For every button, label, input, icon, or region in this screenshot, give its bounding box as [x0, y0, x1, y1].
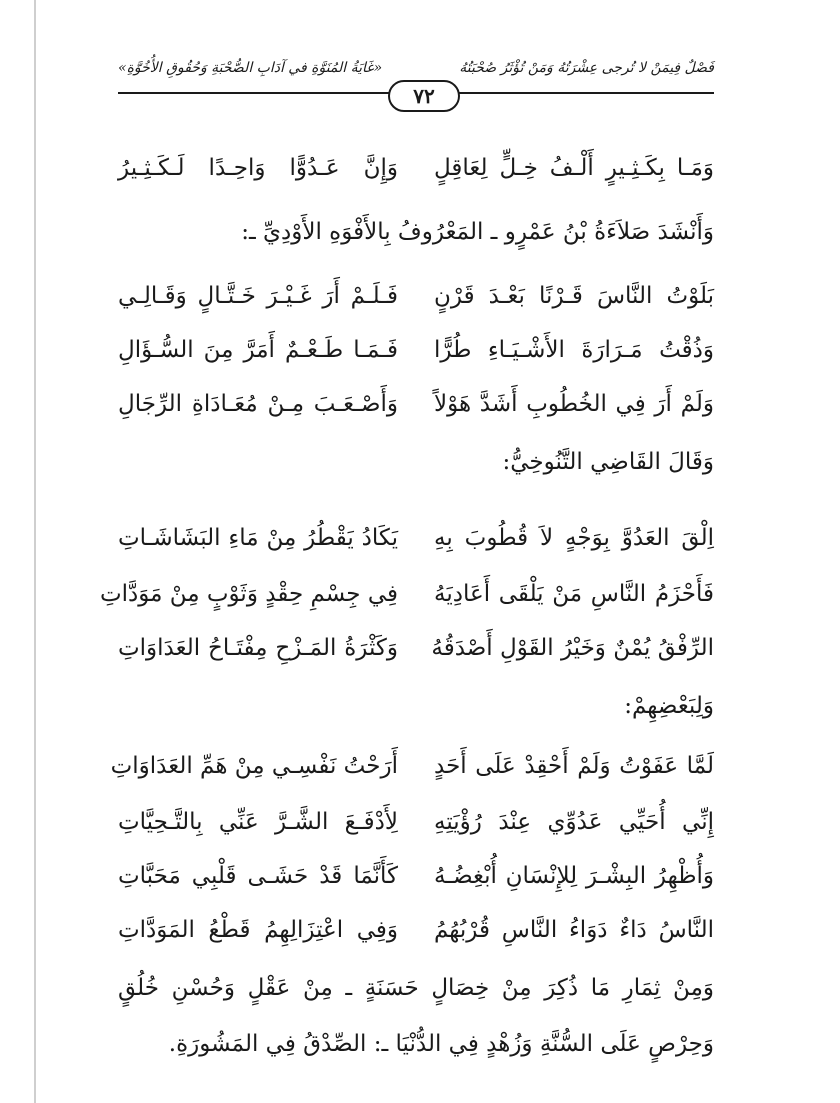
verse-second-hemistich: وَأَصْـعَـبَ مِـنْ مُعَـادَاةِ الرِّجَالِ: [118, 391, 398, 417]
verse-second-hemistich: وَفِي اعْتِزَالِهِمُ قَطْعُ المَوَدَّاتِ: [118, 917, 398, 943]
verse-line: [99, 574, 714, 614]
poem-intro: وَقَالَ القَاضِي التَّنُوخِيُّ:: [502, 449, 714, 475]
verse-first-hemistich: إِنِّي أُحَيِّي عَدُوِّي عِنْدَ رُؤْيَتِهِ: [434, 809, 714, 835]
verse-first-hemistich: وَلَمْ أَرَ فِي الخُطُوبِ أَشَدَّ هَوْلاً: [434, 391, 714, 417]
verse-second-hemistich: فِي جِسْمِ حِقْدٍ وَثَوْبٍ مِنْ مَوَدَّاتِ: [99, 581, 398, 607]
verse-first-hemistich: لَمَّا عَفَوْتُ وَلَمْ أَحْقِدْ عَلَى أَحَدٍ: [434, 753, 714, 779]
poem-intro: وَلِبَعْضِهِمْ:: [624, 693, 714, 719]
poem-intro: وَأَنْشَدَ صَلاَءَةُ بْنُ عَمْرٍو ـ المَعْرُوفُ بِالأَفْوَهِ الأَوْدِيِّ ـ:: [241, 219, 714, 245]
verse-line: [118, 910, 714, 950]
verse-second-hemistich: لِأَدْفَـعَ الشَّـرَّ عَنِّي بِالتَّـحِيَّاتِ: [118, 809, 398, 835]
verse-second-hemistich: وَإِنَّ عَـدُوًّا وَاحِـدًا لَـكَـثِـيرُ: [118, 155, 398, 181]
verse-first-hemistich: وَذُقْتُ مَـرَارَةَ الأَشْـيَـاءِ طُرًّا: [434, 337, 714, 363]
verse-line: [118, 384, 714, 424]
verse-first-hemistich: اِلْقَ العَدُوَّ بِوَجْهٍ لاَ قُطُوبَ بِهِ: [434, 525, 714, 551]
verse-line: [110, 746, 714, 786]
page-number: ٧٢: [388, 80, 460, 112]
verse-first-hemistich: فَأَحْزَمُ النَّاسِ مَنْ يَلْقَى أَعَادِيَهُ: [434, 581, 714, 607]
verse-second-hemistich: فَـلَـمْ أَرَ غَـيْـرَ خَـتَّـالٍ وَقَـالِـي: [118, 283, 398, 309]
closing-paragraph-line-1: وَمِنْ ثِمَارِ مَا ذُكِرَ مِنْ خِصَالٍ حَسَنَةٍ ـ مِنْ عَقْلٍ وَحُسْنِ خُلُقٍ: [118, 975, 714, 1001]
verse-second-hemistich: فَـمَـا طَـعْـمٌ أَمَرَّ مِنَ السُّـؤَالِ: [118, 337, 398, 363]
verse-second-hemistich: وَكَثْرَةُ المَـزْحِ مِفْتَـاحُ العَدَاوَاتِ: [118, 635, 398, 661]
verse-second-hemistich: كَأَنَّمَا قَدْ حَشَـى قَلْبِي مَحَبَّاتِ: [118, 863, 398, 889]
verse-first-hemistich: وَمَـا بِكَـثِـيرٍ أَلْـفُ خِـلٍّ لِعَاقِلٍ: [434, 155, 714, 181]
verse-line: [118, 330, 714, 370]
verse-first-hemistich: بَلَوْتُ النَّاسَ قَـرْنًا بَعْـدَ قَرْنٍ: [434, 283, 714, 309]
page-margin-line: [34, 0, 36, 1103]
book-title: «غَايَةُ المُنَوَّةِ في آدَابِ الصُّحْبَةِ وَحُقُوقِ الأُخُوَّةِ»: [118, 60, 383, 76]
verse-first-hemistich: وَأُظْهِرُ البِشْـرَ لِلإِنْسَانِ أُبْغِضُـهُ: [434, 863, 714, 889]
verse-line: [118, 148, 714, 188]
closing-paragraph-line-2: وَحِرْصٍ عَلَى السُّنَّةِ وَزُهْدٍ فِي الدُّنْيَا ـ: الصِّدْقُ فِي المَشُورَةِ.: [168, 1031, 714, 1057]
verse-line: [118, 856, 714, 896]
verse-line: [118, 802, 714, 842]
verse-line: [118, 628, 714, 668]
chapter-title: فَصْلٌ فِيمَنْ لا تُرجى عِشْرَتُهُ وَمَنْ تُؤْثَرُ صُحْبَتُهُ: [459, 60, 714, 76]
verse-second-hemistich: أَرَحْتُ نَفْسِـي مِنْ هَمِّ العَدَاوَاتِ: [110, 753, 398, 779]
verse-second-hemistich: يَكَادُ يَقْطُرُ مِنْ مَاءِ البَشَاشَـاتِ: [118, 525, 398, 551]
verse-line: [118, 518, 714, 558]
verse-line: [118, 276, 714, 316]
verse-first-hemistich: النَّاسُ دَاءٌ دَوَاءُ النَّاسِ قُرْبُهُمُ: [434, 917, 714, 943]
verse-first-hemistich: الرِّفْقُ يُمْنٌ وَخَيْرُ القَوْلِ أَصْدَقُهُ: [431, 635, 714, 661]
